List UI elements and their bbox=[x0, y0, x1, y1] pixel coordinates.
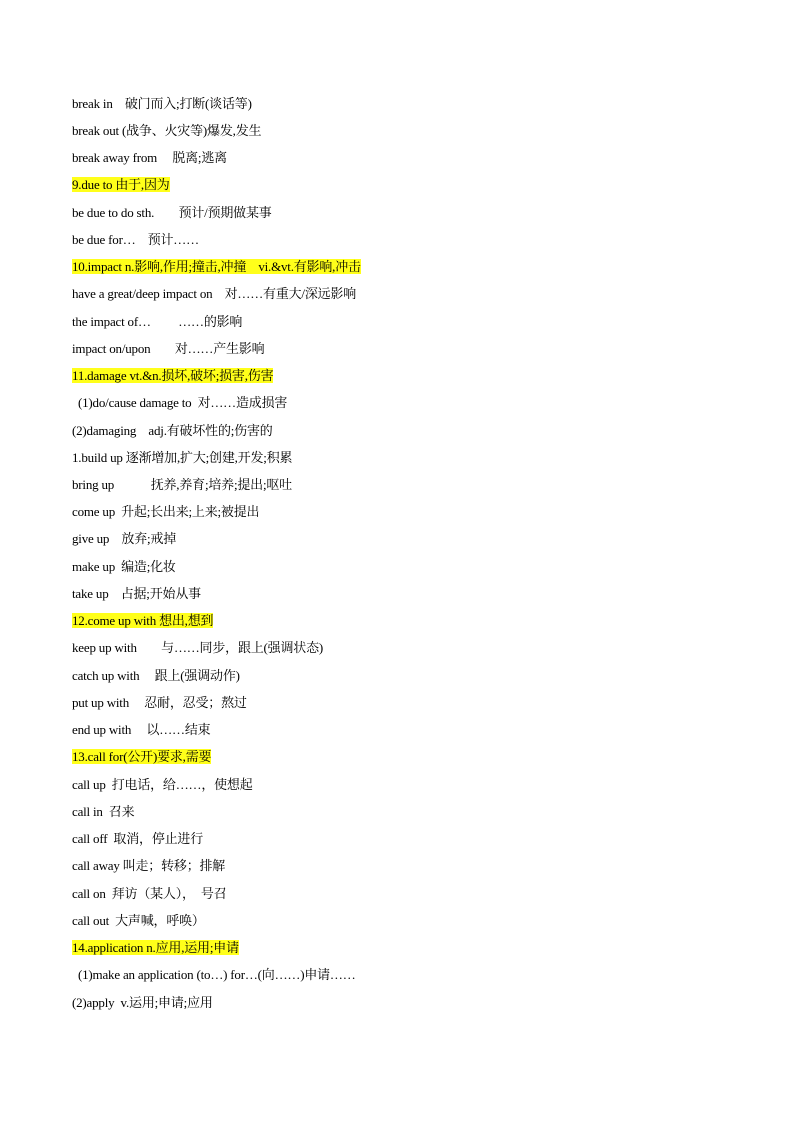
entry-build-up: 1.build up 逐渐增加,扩大;创建,开发;积累 bbox=[72, 450, 293, 465]
entry-be-due-for: be due for… 预计…… bbox=[72, 232, 199, 247]
entry-call-on: call on 拜访（某人）， 号召 bbox=[72, 886, 227, 901]
entry-come-up: come up 升起;长出来;上来;被提出 bbox=[72, 504, 260, 519]
entry-end-up-with: end up with 以……结束 bbox=[72, 722, 211, 737]
entry-bring-up: bring up 抚养,养育;培养;提出;呕吐 bbox=[72, 477, 292, 492]
entry-call-out: call out 大声喊，呼唤） bbox=[72, 913, 205, 928]
entry-impact-on-upon: impact on/upon 对……产生影响 bbox=[72, 341, 265, 356]
heading-due-to: 9.due to 由于,因为 bbox=[72, 177, 170, 192]
entry-apply: (2)apply v.运用;申请;应用 bbox=[72, 995, 213, 1010]
entry-call-away: call away 叫走；转移；排解 bbox=[72, 858, 226, 873]
entry-impact-of: the impact of… ……的影响 bbox=[72, 314, 243, 329]
entry-call-in: call in 召来 bbox=[72, 804, 135, 819]
entry-have-impact-on: have a great/deep impact on 对……有重大/深远影响 bbox=[72, 286, 357, 301]
entry-damaging: (2)damaging adj.有破坏性的;伤害的 bbox=[72, 423, 273, 438]
heading-impact: 10.impact n.影响,作用;撞击,冲撞 vi.&vt.有影响,冲击 bbox=[72, 259, 361, 274]
heading-damage: 11.damage vt.&n.损坏,破坏;损害,伤害 bbox=[72, 368, 274, 383]
entry-take-up: take up 占据;开始从事 bbox=[72, 586, 201, 601]
entry-call-up: call up 打电话，给……，使想起 bbox=[72, 777, 253, 792]
entry-catch-up-with: catch up with 跟上(强调动作) bbox=[72, 668, 240, 683]
heading-call-for: 13.call for(公开)要求,需要 bbox=[72, 749, 212, 764]
entry-be-due-to: be due to do sth. 预计/预期做某事 bbox=[72, 205, 272, 220]
entry-call-off: call off 取消，停止进行 bbox=[72, 831, 204, 846]
heading-application: 14.application n.应用,运用;申请 bbox=[72, 940, 239, 955]
heading-come-up-with: 12.come up with 想出,想到 bbox=[72, 613, 214, 628]
entry-make-up: make up 编造;化妆 bbox=[72, 559, 176, 574]
entry-give-up: give up 放弃;戒掉 bbox=[72, 531, 177, 546]
entry-break-out: break out (战争、火灾等)爆发,发生 bbox=[72, 123, 262, 138]
entry-put-up-with: put up with 忍耐，忍受；熬过 bbox=[72, 695, 247, 710]
entry-keep-up-with: keep up with 与……同步，跟上(强调状态) bbox=[72, 640, 324, 655]
entry-cause-damage-to: (1)do/cause damage to 对……造成损害 bbox=[78, 395, 288, 410]
entry-break-in: break in 破门而入;打断(谈话等) bbox=[72, 96, 252, 111]
entry-break-away-from: break away from 脱离;逃离 bbox=[72, 150, 227, 165]
entry-make-an-application: (1)make an application (to…) for…(向……)申请…… bbox=[78, 967, 356, 982]
